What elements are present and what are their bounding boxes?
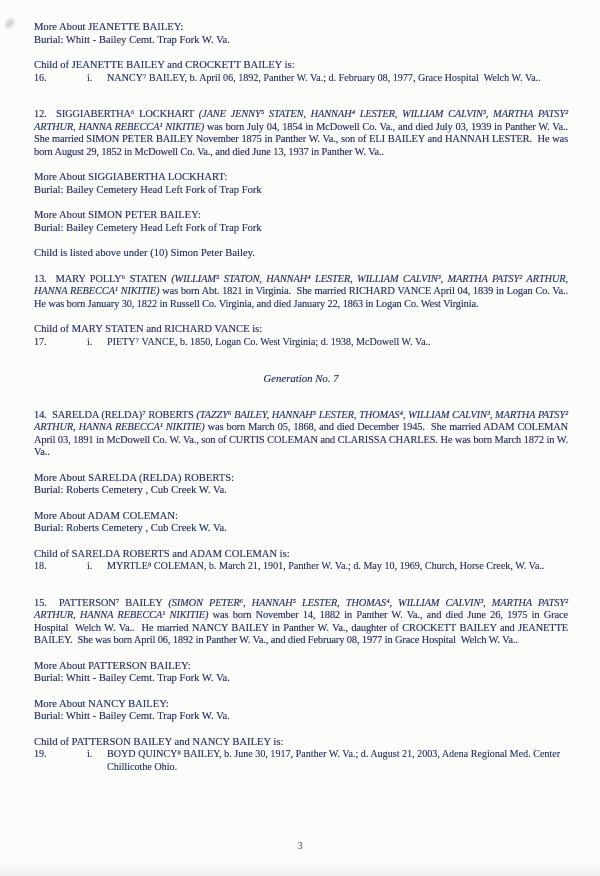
burial-line: Burial: Roberts Cemetery , Cub Creek W. Va. <box>34 485 227 496</box>
burial-line: Burial: Roberts Cemetery , Cub Creek W. Va. <box>34 523 227 534</box>
more-about-patterson-bailey <box>34 661 568 686</box>
person-number-name: 15. PATTERSON⁷ BAILEY <box>34 597 169 609</box>
burial-line: Burial: Bailey Cemetery Head Left Fork of Trap Fork <box>34 184 262 196</box>
child-number: 18. <box>34 561 47 572</box>
person-lineage: (JANE JENNY⁵ STATEN, HANNAH⁴ LESTER, WILLIAM CALVIN³, MARTHA PATSY² ARTHUR, HANNA REBECCA¹ NIKITIE) <box>34 109 571 133</box>
person-lineage: (TAZZY⁶ BAILEY, HANNAH⁵ LESTER, THOMAS⁴, WILLIAM CALVIN³, MARTHA PATSY² ARTHUR, HANNA REBECCA¹ NIKITIE) <box>34 409 571 433</box>
note-text: Child is listed above under (10) Simon Peter Bailey. <box>34 248 255 259</box>
person-paragraph-14 <box>34 409 571 460</box>
child-detail-text: NANCY⁷ BAILEY, b. April 06, 1892, Panther W. Va.; d. February 08, 1977, Grace Hospital Welch W. Va.. <box>107 72 541 84</box>
burial-line: Burial: Whitt - Bailey Cemt. Trap Fork W. Va. <box>34 711 230 722</box>
person-paragraph-13 <box>34 273 573 312</box>
children-of-patterson-bailey <box>34 737 568 775</box>
more-about-adam-coleman <box>34 511 568 536</box>
page-number: 3 <box>297 840 303 852</box>
more-about-jeanette-bailey <box>34 22 568 47</box>
more-about-simon-peter-bailey <box>34 210 568 235</box>
child-list-heading: Child of SARELDA ROBERTS and ADAM COLEMAN is: <box>34 548 290 560</box>
child-entry-16 <box>34 73 568 86</box>
more-about-heading: More About PATTERSON BAILEY: <box>34 660 191 672</box>
person-paragraph-12 <box>34 109 573 159</box>
burial-line: Burial: Whitt - Bailey Cemt. Trap Fork W. Va. <box>34 673 230 684</box>
child-number: 17. <box>34 336 47 348</box>
person-lineage: (WILLIAM⁵ STATON, HANNAH⁴ LESTER, WILLIAM CALVIN³, MARTHA PATSY² ARTHUR, HANNA REBECCA¹ NIKITIE) <box>34 273 571 297</box>
person-biography: was born Abt. 1821 in Virginia. She married RICHARD VANCE April 04, 1839 in Logan Co. Va.. He was born January 30, 1822 in Russell Co. Virginia, and died January 22, 1863 in Logan Co. West Virginia. <box>34 286 573 310</box>
person-number-name: 14. SARELDA (RELDA)⁷ ROBERTS <box>34 409 197 421</box>
child-roman-numeral: i. <box>87 72 93 84</box>
child-roman-numeral: i. <box>87 749 93 760</box>
child-roman-numeral: i. <box>87 561 93 572</box>
child-detail-text: BOYD QUINCY⁸ BAILEY, b. June 30, 1917, Panther W. Va.; d. August 21, 2003, Adena Regional Med. Center Chillicothe Ohio. <box>107 749 563 773</box>
scan-smudge <box>3 17 15 30</box>
children-of-jeanette-bailey <box>34 60 568 85</box>
more-about-sarelda-roberts <box>34 473 568 498</box>
more-about-heading: More About SIMON PETER BAILEY: <box>34 210 201 221</box>
person-lineage: (SIMON PETER⁶, HANNAH⁵ LESTER, THOMAS⁴, WILLIAM CALVIN³, MARTHA PATSY² ARTHUR, HANNA REBECCA¹ NIKITIE) <box>34 597 571 621</box>
child-list-heading: Child of PATTERSON BAILEY and NANCY BAILEY is: <box>34 736 284 748</box>
person-biography: was born March 05, 1868, and died December 1945. She married ADAM COLEMAN April 03, 1891 in McDowell Co. W. Va., son of CURTIS COLEMAN and CLARISSA CHARLES. He was born March 1872 in W. Va.. <box>34 422 571 458</box>
person-biography: was born July 04, 1854 in McDowell Co. Va., and died July 03, 1939 in Panther W. Va.. She married SIMON PETER BAILEY November 1875 in Panther W. Va., son of ELI BAILEY and HANNAH LESTER. He was born August 29, 1852 in McDowell Co. Va., and died June 13, 1937 in Panther W. Va.. <box>34 121 573 158</box>
more-about-heading: More About JEANETTE BAILEY: <box>34 22 184 33</box>
child-detail-text: MYRTLE⁸ COLEMAN, b. March 21, 1901, Panther W. Va.; d. May 10, 1969, Church, Horse Creek, W. Va.. <box>107 561 545 572</box>
more-about-heading: More About NANCY BAILEY: <box>34 698 169 710</box>
children-of-sarelda-roberts <box>34 549 568 574</box>
burial-line: Burial: Whitt - Bailey Cemt. Trap Fork W. Va. <box>34 34 230 46</box>
child-list-heading: Child of MARY STATEN and RICHARD VANCE is: <box>34 324 263 335</box>
child-list-heading: Child of JEANETTE BAILEY and CROCKETT BAILEY is: <box>34 60 295 71</box>
child-number: 16. <box>34 72 47 84</box>
child-number: 19. <box>34 749 47 760</box>
children-of-mary-staten <box>34 324 568 349</box>
more-about-nancy-bailey <box>34 699 568 724</box>
person-number-name: 12. SIGGIABERTHA⁶ LOCKHART <box>34 109 199 120</box>
child-roman-numeral: i. <box>87 336 93 348</box>
generation-heading: Generation No. 7 <box>263 373 339 385</box>
child-listed-note <box>34 248 568 261</box>
person-number-name: 13. MARY POLLY⁶ STATEN <box>34 273 172 285</box>
more-about-heading: More About SARELDA (RELDA) ROBERTS: <box>34 472 235 484</box>
more-about-siggiabertha-lockhart <box>34 172 568 197</box>
child-detail-text: PIETY⁷ VANCE, b. 1850, Logan Co. West Virginia; d. 1938, McDowell W. Va.. <box>107 336 431 348</box>
person-paragraph-15 <box>34 597 571 648</box>
person-biography: was born November 14, 1882 in Panther W. Va., and died June 26, 1975 in Grace Hospital Welch W. Va.. He married NANCY BAILEY in Panther W. Va., daughter of CROCKETT BAILEY and JEANETTE BAILEY. She was born April 06, 1892 in Panther W. Va., and died February 08, 1977 in Grace Hospital Welch W. Va.. <box>34 610 571 646</box>
child-entry-17 <box>34 337 568 350</box>
child-entry-18 <box>34 561 568 574</box>
burial-line: Burial: Bailey Cemetery Head Left Fork of Trap Fork <box>34 222 262 234</box>
more-about-heading: More About SIGGIABERTHA LOCKHART: <box>34 172 228 183</box>
more-about-heading: More About ADAM COLEMAN: <box>34 510 178 522</box>
child-entry-19 <box>34 749 568 774</box>
